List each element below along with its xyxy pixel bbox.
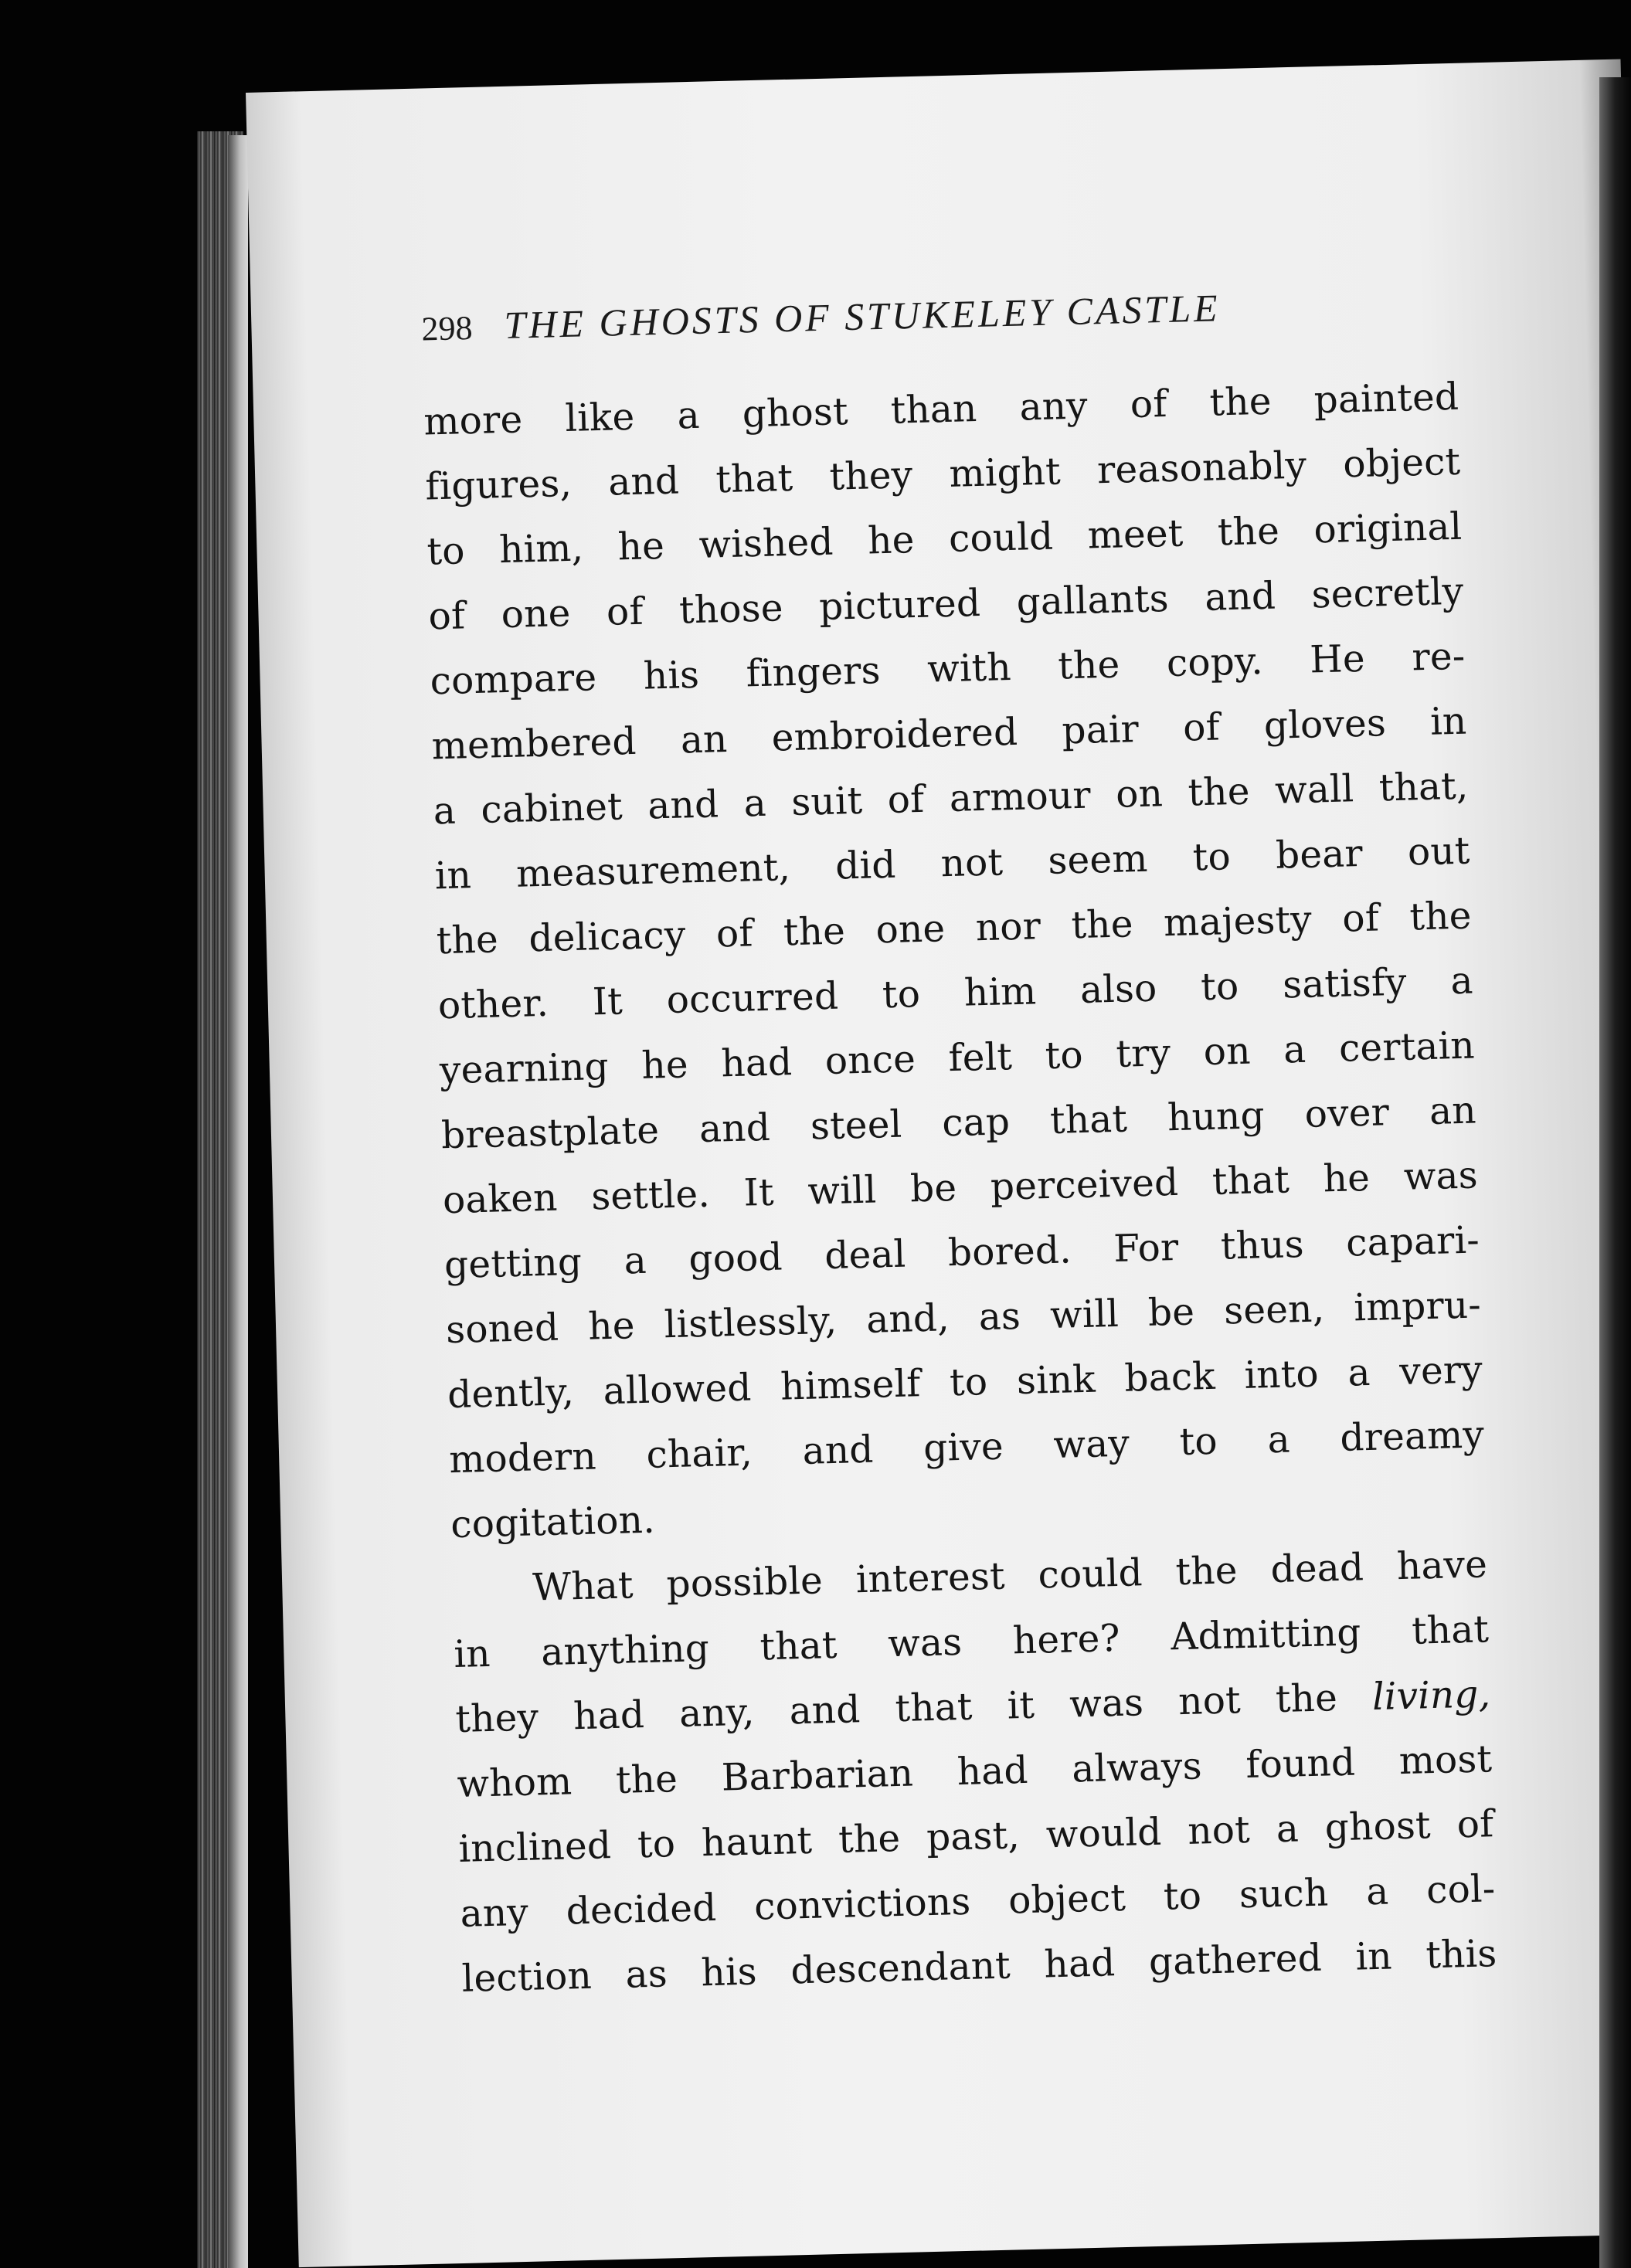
body-text <box>423 365 1497 2012</box>
text-line: more like a ghost than any of the painted <box>423 375 1459 444</box>
text-line: figures, and that they might reasonably object <box>424 440 1461 509</box>
text-line: whom the Barbarian had always found most <box>456 1737 1493 1806</box>
paragraph-start-line: What possible interest could the dead have <box>532 1543 1488 1610</box>
text-line: the delicacy of the one nor the majesty of the <box>436 894 1473 963</box>
page-header <box>421 278 1504 358</box>
text-line: in measurement, did not seem to bear out <box>434 829 1471 898</box>
text-line: to him, he wished he could meet the original <box>426 504 1463 574</box>
text-line: a cabinet and a suit of armour on the wall that, <box>433 764 1470 834</box>
text-line: yearning he had once felt to try on a certain <box>439 1024 1476 1093</box>
scan-right-edge <box>1599 77 1631 2268</box>
italic-word: living, <box>1371 1672 1491 1719</box>
text-line: breastplate and steel cap that hung over an <box>440 1088 1477 1158</box>
text-line: other. It occurred to him also to satisfy a <box>437 959 1474 1028</box>
text-line-start: they had any, and that it was not the <box>454 1676 1338 1741</box>
text-line: inclined to haunt the past, would not a ghost of <box>457 1802 1494 1871</box>
text-line: membered an embroidered pair of gloves in <box>431 699 1468 769</box>
text-line: cogitation. <box>450 1498 656 1547</box>
text-line: any decided convictions object to such a col- <box>460 1867 1496 1936</box>
text-line: soned he listlessly, and, as will be seen, impru- <box>445 1283 1482 1353</box>
text-line: modern chair, and give way to a dreamy <box>448 1413 1485 1482</box>
text-line: dently, allowed himself to sink back into a very <box>447 1348 1483 1418</box>
book-page <box>246 59 1631 2268</box>
text-line: compare his fingers with the copy. He re- <box>430 634 1466 704</box>
text-line: lection as his descendant had gathered in this <box>461 1932 1498 2001</box>
text-line: of one of those pictured gallants and secretly <box>427 569 1464 639</box>
book-page-edges-highlight <box>228 135 248 2268</box>
text-line: getting a good deal bored. For thus capari- <box>443 1218 1480 1288</box>
page-number: 298 <box>420 308 474 348</box>
running-title: THE GHOSTS OF STUKELEY CASTLE <box>503 286 1222 347</box>
text-line: in anything that was here? Admitting that <box>453 1608 1490 1677</box>
text-line: oaken settle. It will be perceived that he was <box>442 1153 1479 1223</box>
